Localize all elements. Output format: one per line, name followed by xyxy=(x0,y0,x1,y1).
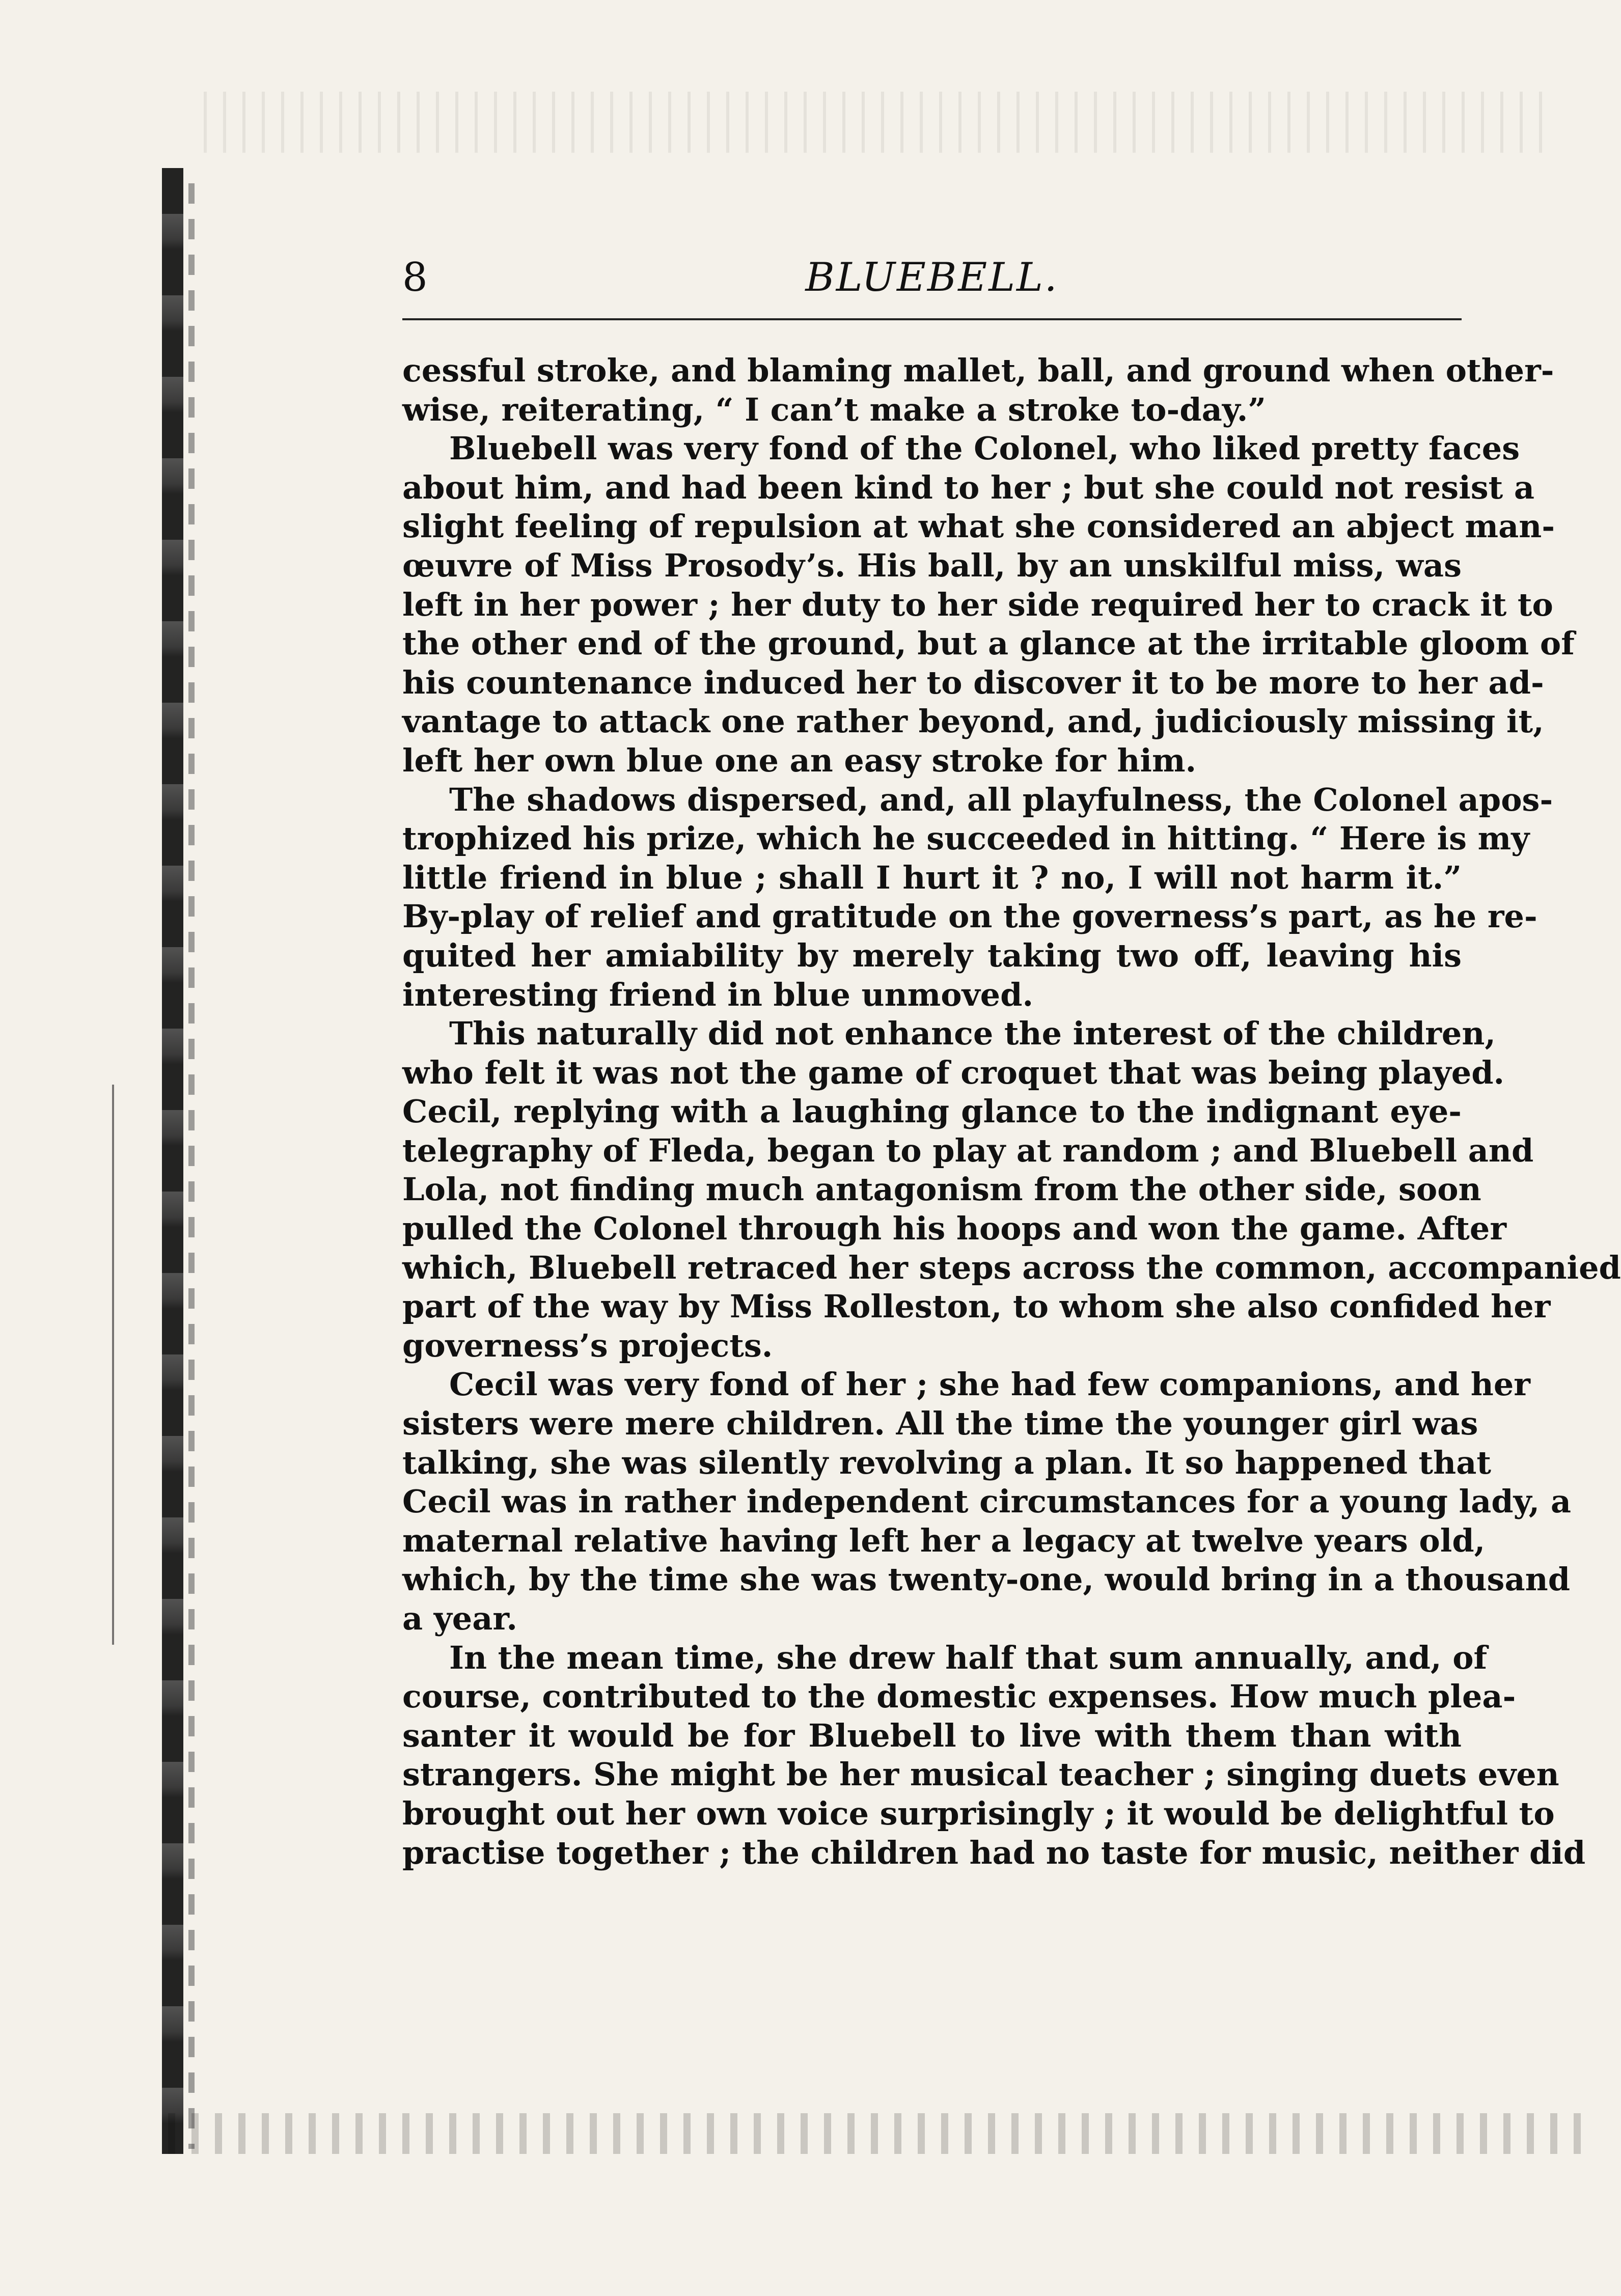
text-line: about him, and had been kind to her ; but she could not resist a xyxy=(402,468,1535,506)
text-line: governess’s projects. xyxy=(402,1326,773,1364)
text-line: santer it would be for Bluebell to live with them than with xyxy=(402,1717,1462,1754)
text-line: talking, she was silently revolving a plan. It so happened that xyxy=(402,1444,1492,1481)
text-line: who felt it was not the game of croquet that was being played. xyxy=(402,1054,1505,1091)
text-line: cessful stroke, and blaming mallet, ball, and ground when other- xyxy=(402,352,1554,389)
text-line: quited her amiability by merely taking two off, leaving his xyxy=(402,936,1462,974)
text-line: trophized his prize, which he succeeded in hitting. “ Here is my xyxy=(402,820,1530,857)
text-line: By-play of relief and gratitude on the governess’s part, as he re- xyxy=(402,898,1537,935)
text-line: the other end of the ground, but a glance at the irritable gloom of xyxy=(402,625,1575,662)
text-line: little friend in blue ; shall I hurt it ? no, I will not harm it.” xyxy=(402,859,1462,896)
text-line: course, contributed to the domestic expenses. How much plea- xyxy=(402,1678,1516,1716)
text-line: which, Bluebell retraced her steps across the common, accompanied xyxy=(402,1249,1621,1286)
text-line: strangers. She might be her musical teacher ; singing duets even xyxy=(402,1756,1559,1793)
text-line: This naturally did not enhance the interest of the children, xyxy=(449,1015,1496,1053)
text-line: interesting friend in blue unmoved. xyxy=(402,976,1034,1013)
header-rule xyxy=(402,318,1462,320)
text-line: Bluebell was very fond of the Colonel, who liked pretty faces xyxy=(449,430,1520,467)
binding-edge-artifact xyxy=(162,168,183,2154)
text-line: his countenance induced her to discover it to be more to her ad- xyxy=(402,663,1544,701)
text-line: vantage to attack one rather beyond, and, judiciously missing it, xyxy=(402,703,1544,740)
text-line: Cecil was very fond of her ; she had few companions, and her xyxy=(449,1366,1530,1403)
text-line: The shadows dispersed, and, all playfulness, the Colonel apos- xyxy=(449,781,1553,818)
running-head xyxy=(402,250,1462,306)
text-line: which, by the time she was twenty-one, would bring in a thousand xyxy=(402,1561,1571,1598)
text-line: Cecil, replying with a laughing glance to the indignant eye- xyxy=(402,1093,1462,1130)
text-line: sisters were mere children. All the time the younger girl was xyxy=(402,1405,1478,1443)
binding-shadow-artifact xyxy=(188,183,195,2149)
text-line: a year. xyxy=(402,1600,517,1637)
text-line: practise together ; the children had no taste for music, neither did xyxy=(402,1834,1586,1871)
text-line: Cecil was in rather independent circumstances for a young lady, a xyxy=(402,1483,1572,1520)
text-line: Lola, not finding much antagonism from the other side, soon xyxy=(402,1171,1481,1208)
text-line: left her own blue one an easy stroke for him. xyxy=(402,741,1197,779)
text-line: brought out her own voice surprisingly ; it would be delightful to xyxy=(402,1794,1555,1832)
text-line: slight feeling of repulsion at what she considered an abject man- xyxy=(402,508,1555,545)
margin-tick-marks xyxy=(112,1085,155,1645)
text-line: part of the way by Miss Rolleston, to whom she also confided her xyxy=(402,1288,1551,1325)
bottom-scan-noise xyxy=(168,2113,1584,2154)
text-line: œuvre of Miss Prosody’s. His ball, by an unskilful miss, was xyxy=(402,546,1462,584)
top-scan-noise xyxy=(204,92,1553,153)
text-line: wise, reiterating, “ I can’t make a stroke to-day.” xyxy=(402,391,1266,428)
text-line: left in her power ; her duty to her side required her to crack it to xyxy=(402,586,1553,623)
page-body-text xyxy=(402,351,1621,1872)
page-number: 8 xyxy=(402,255,428,300)
text-line: pulled the Colonel through his hoops and won the game. After xyxy=(402,1210,1507,1248)
text-line: In the mean time, she drew half that sum annually, and, of xyxy=(449,1639,1488,1676)
text-line: telegraphy of Fleda, began to play at random ; and Bluebell and xyxy=(402,1131,1534,1169)
running-title: BLUEBELL. xyxy=(805,255,1059,300)
text-line: maternal relative having left her a legacy at twelve years old, xyxy=(402,1522,1486,1559)
